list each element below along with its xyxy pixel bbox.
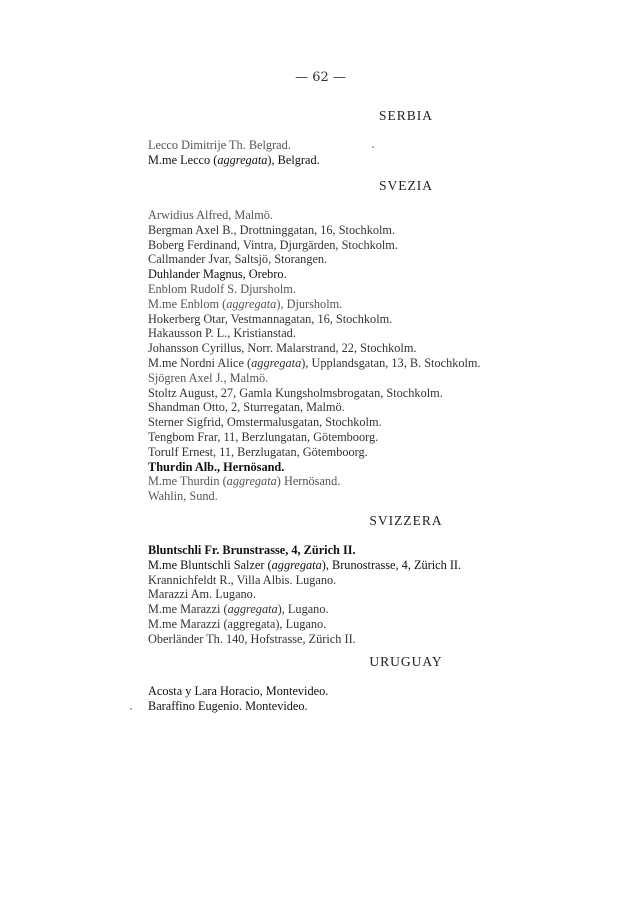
- entry-text: Hakausson P. L., Kristianstad.: [148, 326, 296, 341]
- entry-text: M.me Marazzi (aggregata), Lugano.: [148, 616, 327, 631]
- list-item: [148, 138, 618, 153]
- list-item: [148, 460, 618, 475]
- entry-text: Acosta y Lara Horacio, Montevideo.: [148, 684, 329, 698]
- entry-list: [148, 543, 618, 647]
- entry-italic: aggregata: [271, 557, 322, 572]
- entry-text: Bergman Axel B., Drottninggatan, 16, Stochkolm.: [148, 222, 396, 237]
- entry-text: M.me Bluntschli Salzer (: [148, 557, 272, 572]
- list-item: [148, 543, 618, 558]
- entry-text: Stoltz August, 27, Gamla Kungsholmsbrogatan, Stochkolm.: [148, 385, 443, 400]
- list-item: [148, 632, 618, 647]
- entry-text-end: ), Upplandsgatan, 13, B. Stochkolm.: [301, 355, 481, 370]
- entry-text: Thurdin Alb., Hernösand.: [148, 459, 285, 474]
- list-item: [148, 445, 618, 460]
- section-serbia: [148, 108, 618, 168]
- entry-text-end: ) Hernösand.: [276, 474, 341, 489]
- list-item: [148, 386, 618, 401]
- entry-text: Bluntschli Fr. Brunstrasse, 4, Zürich II.: [148, 543, 356, 557]
- entry-text: Torulf Ernest, 11, Berzlugatan, Götemboorg.: [148, 444, 368, 459]
- entry-text: Shandman Otto, 2, Sturregatan, Malmö.: [148, 400, 345, 415]
- entry-text: Johansson Cyrillus, Norr. Malarstrand, 22, Stochkolm.: [148, 341, 417, 356]
- list-item: [148, 267, 618, 282]
- entry-list: [148, 684, 618, 714]
- entry-text: Boberg Ferdinand, Vintra, Djurgärden, Stochkolm.: [148, 237, 398, 252]
- list-item: [148, 474, 618, 489]
- entry-text: Baraffino Eugenio. Montevideo.: [148, 698, 308, 713]
- section-uruguay: [148, 654, 618, 714]
- entry-text-end: ), Lugano.: [277, 602, 329, 617]
- list-item: [148, 208, 618, 223]
- entry-text: M.me Enblom (: [148, 296, 227, 311]
- list-item: [148, 684, 618, 699]
- list-item: [148, 282, 618, 297]
- section-heading: SERBIA: [378, 108, 433, 123]
- entry-text: Callmander Jvar, Saltsjö, Storangen.: [148, 252, 328, 267]
- list-item: [148, 415, 618, 430]
- entry-text: Hokerberg Otar, Vestmannagatan, 16, Stochkolm.: [148, 311, 393, 326]
- list-item: [148, 341, 618, 356]
- entry-text: Tengbom Frar, 11, Berzlungatan, Götemboorg.: [148, 429, 379, 444]
- entry-text: Krannichfeldt R., Villa Albis. Lugano.: [148, 572, 337, 587]
- list-item: [148, 489, 618, 504]
- entry-text: M.me Lecco (: [148, 152, 218, 167]
- list-item: [148, 699, 618, 714]
- section-heading: URUGUAY: [369, 654, 443, 669]
- entry-text: M.me Marazzi (: [148, 602, 228, 617]
- list-item: [148, 223, 618, 238]
- list-item: [148, 312, 618, 327]
- list-item: [148, 297, 618, 312]
- entry-text: Lecco Dimitrije Th. Belgrad.: [148, 138, 291, 152]
- entry-text: Oberländer Th. 140, Hofstrasse, Zürich II.: [148, 631, 356, 646]
- entry-list: [148, 138, 618, 168]
- entry-text: Sjögren Axel J., Malmö.: [148, 370, 269, 385]
- page-number: — 62 —: [295, 70, 346, 85]
- list-item: [148, 602, 618, 617]
- list-item: [148, 558, 618, 573]
- entry-text-end: ), Djursholm.: [276, 296, 343, 311]
- entry-italic: aggregata: [226, 474, 277, 489]
- entry-italic: aggregata: [227, 602, 278, 617]
- entry-text: Arwidius Alfred, Malmö.: [148, 208, 274, 222]
- list-item: [148, 252, 618, 267]
- entry-text: Marazzi Am. Lugano.: [148, 587, 256, 602]
- entry-italic: aggregata: [251, 355, 302, 370]
- section-heading: SVEZIA: [379, 178, 433, 193]
- entry-text: M.me Thurdin (: [148, 474, 227, 489]
- section-svizzera: [148, 513, 618, 647]
- list-item: [148, 326, 618, 341]
- entry-text: M.me Nordni Alice (: [148, 355, 252, 370]
- entry-text-end: ), Belgrad.: [267, 152, 320, 167]
- list-item: [148, 617, 618, 632]
- section-heading: SVIZZERA: [369, 513, 443, 528]
- entry-italic: aggregata: [217, 152, 268, 167]
- list-item: [148, 153, 618, 168]
- paper-speck: [372, 146, 374, 148]
- entry-italic: aggregata: [226, 296, 277, 311]
- entry-text: Duhlander Magnus, Orebro.: [148, 267, 287, 282]
- list-item: [148, 430, 618, 445]
- list-item: [148, 356, 618, 371]
- list-item: [148, 573, 618, 588]
- entry-text-end: ), Brunostrasse, 4, Zürich II.: [321, 557, 462, 572]
- paper-speck: [130, 708, 132, 710]
- entry-text: Wahlin, Sund.: [148, 489, 218, 504]
- list-item: [148, 238, 618, 253]
- entry-text: Enblom Rudolf S. Djursholm.: [148, 281, 296, 296]
- entry-text: Sterner Sigfrid, Omstermalusgatan, Stochkolm.: [148, 415, 382, 430]
- list-item: [148, 587, 618, 602]
- section-svezia: [148, 178, 618, 504]
- entry-list: [148, 208, 618, 504]
- list-item: [148, 371, 618, 386]
- list-item: [148, 400, 618, 415]
